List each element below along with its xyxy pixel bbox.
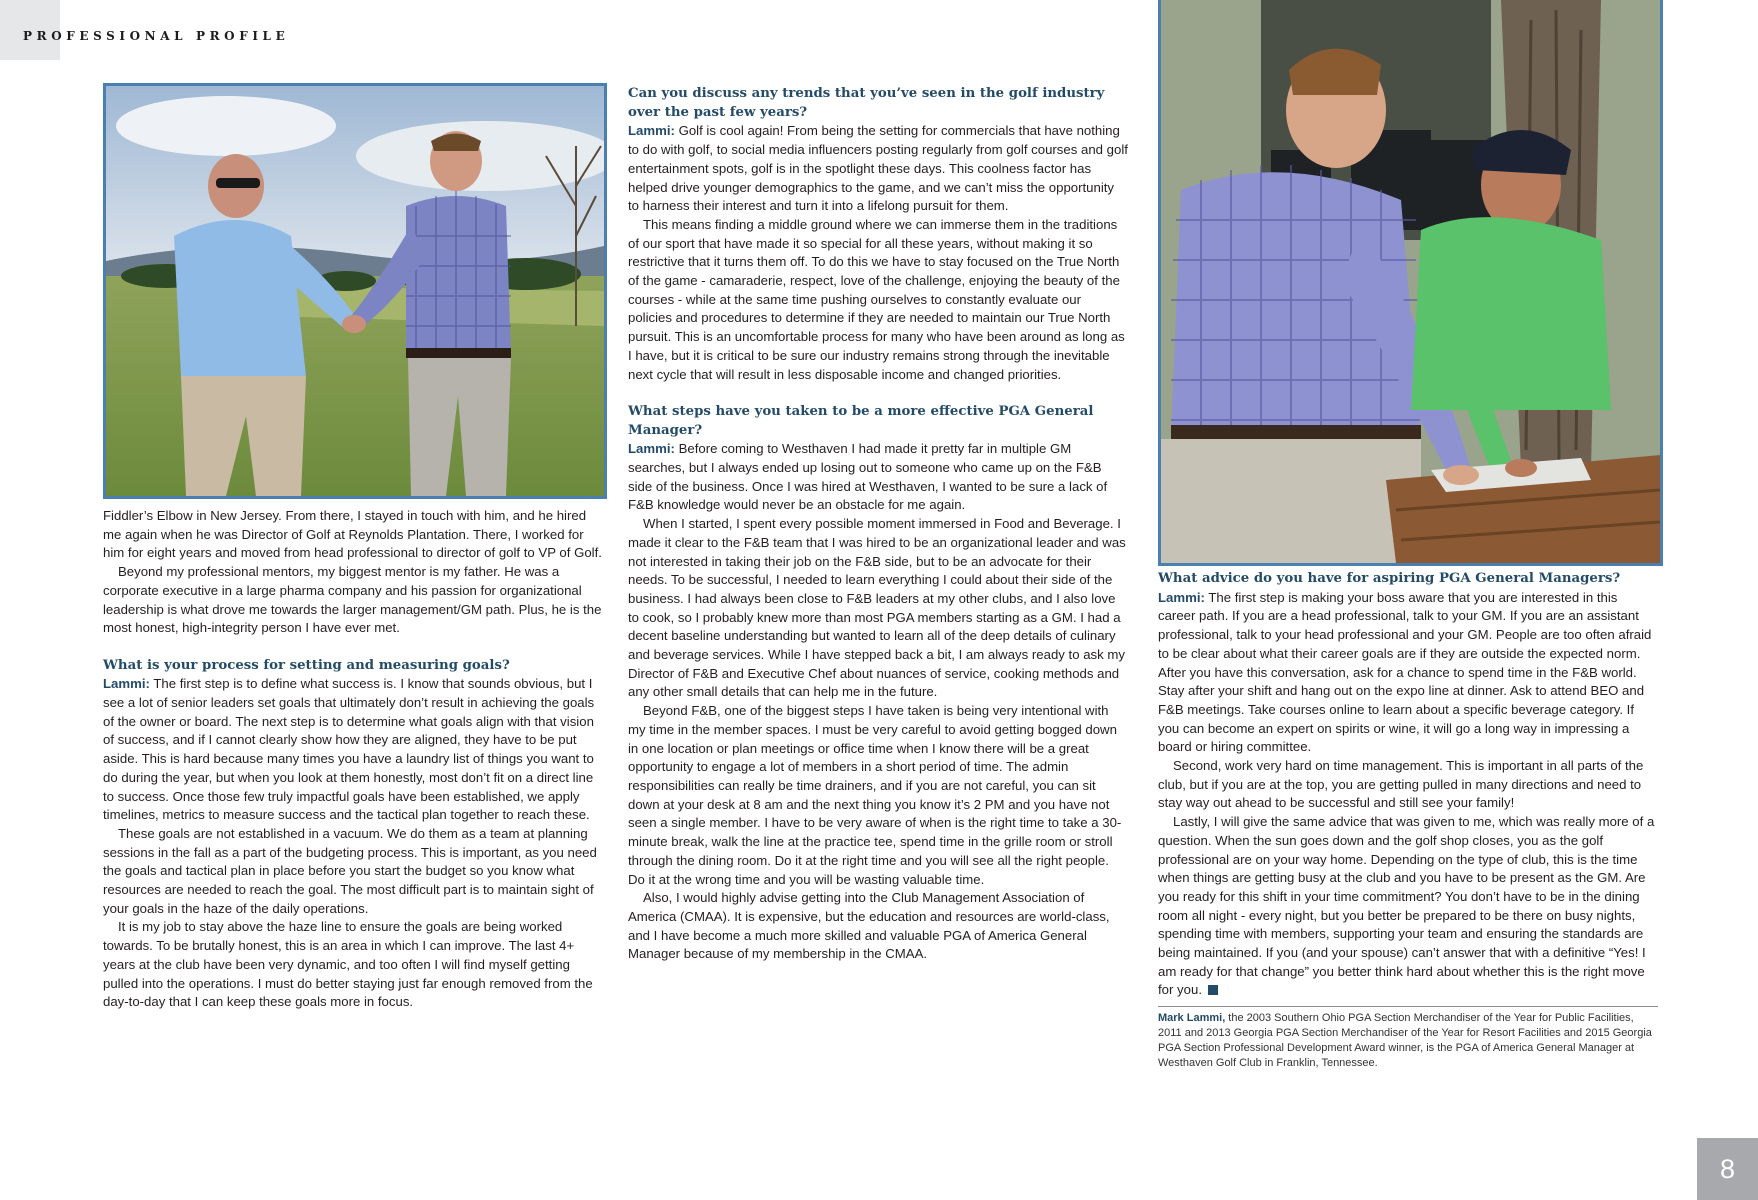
page-number: 8 (1697, 1138, 1758, 1200)
paragraph (1158, 813, 1658, 1000)
question-heading: What steps have you taken to be a more effective PGA General Manager? (628, 403, 1094, 438)
speaker-label: Lammi: (1158, 589, 1205, 605)
paragraph: Also, I would highly advise getting into the Club Management Association of America (CMAA). It is expensive, but the education and resources are world-class, and I have become a much more skilled and valuable PGA of America General Manager because of my membership in the CMAA. (628, 890, 1110, 962)
question-heading: Can you discuss any trends that you’ve seen in the golf industry over the past few years? (628, 86, 1105, 120)
paragraph: These goals are not established in a vacuum. We do them as a team at planning sessions in the fall as a part of the budgeting process. This is important, as you need the goals and tactical plan in place before you start the budget so you know what resources are needed to reach the goal. The most difficult part is to maintain sight of your goals in the haze of the daily operations. (103, 825, 597, 916)
bio-text: the 2003 Southern Ohio PGA Section Merchandiser of the Year for Public Facilities, 2011 and 2013 Georgia PGA Section Merchandiser of the Year for Resort Facilities and 2015 Georgia PGA Section Professional Development Award winner, is the PGA of America General Manager at Westhaven Golf Club in Franklin, Tennessee. (1158, 1012, 1652, 1070)
column-2 (628, 85, 1128, 964)
paragraph: Second, work very hard on time management. This is important in all parts of the club, but if you are at the top, you are getting pulled in many directions and need to stay way out ahead to be successful and still see your family! (1158, 758, 1644, 811)
answer-paragraph (628, 122, 1128, 216)
speaker-label: Lammi: (628, 441, 675, 457)
question-heading: What is your process for setting and measuring goals? (103, 657, 510, 673)
handshake-photo (103, 83, 607, 499)
clipboard-review-photo (1158, 0, 1663, 566)
answer-paragraph (1158, 589, 1658, 757)
answer-text: Before coming to Westhaven I had made it pretty far in multiple GM searches, but I always ended up losing out to someone who came up on the F&B side of the business. Once I was hired at Westhaven, I wanted to be sure a lack of F&B knowledge would never be an obstacle for me again. (628, 441, 1108, 513)
column-1 (103, 507, 603, 1012)
answer-text: The first step is making your boss aware that you are interested in this career path. If you are a head professional, talk to your GM. If you are an assistant professional, talk to your head professional and your GM. People are too often afraid to be clear about what their career goals are if they are outside the expected norm. After you have this conversation, ask for a chance to spend time in the F&B world. Stay after your shift and hang out on the expo line at dinner. Ask to attend BEO and F&B meetings. Take courses online to learn about a specific beverage category. If you can become an expert on spirits or wine, it will go a long way in impressing a board or hiring committee. (1158, 589, 1652, 755)
speaker-label: Lammi: (628, 123, 675, 139)
paragraph: Beyond my professional mentors, my biggest mentor is my father. He was a corporate executive in a large pharma company and his passion for organizational leadership is what drove me towards the larger management/GM path. Plus, he is the most honest, high-integrity person I have ever met. (103, 564, 602, 636)
paragraph: When I started, I spent every possible moment immersed in Food and Beverage. I made it clear to the F&B team that I was hired to be an organizational leader and was not interested in taking their job on the F&B side, but to be an advocate for their needs. To be successful, I needed to learn everything I could about their side of the business. I had always been close to F&B leaders at my other clubs, and I also love to cook, so I probably knew more than most PGA members starting as a GM. I had a decent baseline understanding but wanted to learn all of the deep details of culinary and beverage services. While I have stepped back a bit, I am always ready to ask my Director of F&B and Executive Chef about nuances of service, cooking methods and any other small details that can help me in the future. (628, 516, 1126, 700)
speaker-label: Lammi: (103, 676, 150, 692)
paragraph: This means finding a middle ground where we can immerse them in the traditions of our sport that have made it so special for all these years, without making it so restrictive that it turns them off. To do this we have to stay focused on the True North of the game - camaraderie, respect, love of the challenge, enjoying the beauty of the courses - while at the same time pushing ourselves to constantly evaluate our policies and procedures to determine if they are needed to maintain our True North pursuit. This is an uncomfortable process for many who have been around as long as I have, but it is critical to be sure our industry remains strong through the inevitable next cycle that will result in less disposable income and changed priorities. (628, 216, 1125, 382)
answer-text: The first step is to define what success is. I know that sounds obvious, but I see a lot of senior leaders set goals that ultimately don’t result in achieving the goals of the owner or board. The next step is to determine what goals align with that vision of success, and if I cannot clearly show how they are aligned, they have to be put aside. This is hard because many times you have a laundry list of things you want to do during the year, but when you look at them honestly, most don’t fit on a direct line to success. Once those few truly impactful goals have been established, we apply timelines, metrics to measure success and the tactical plan together to reach these. (103, 676, 595, 823)
paragraph: Fiddler’s Elbow in New Jersey. From there, I stayed in touch with him, and he hired me again when he was Director of Golf at Reynolds Plantation. There, I worked for him for eight years and moved from head professional to director of golf to VP of Golf. (103, 508, 602, 561)
answer-text: Golf is cool again! From being the setting for commercials that have nothing to do with golf, to social media influencers posting regularly from golf courses and golf entertainment spots, golf is in the spotlight these days. This coolness factor has helped drive younger demographics to the game, and we can’t miss the opportunity to harness their interest and turn it into a lifelong pursuit for them. (628, 123, 1128, 214)
end-mark-icon (1208, 985, 1218, 995)
paragraph: It is my job to stay above the haze line to ensure the goals are being worked towards. To be brutally honest, this is an area in which I can improve. The last 4+ years at the club have been very dynamic, and too often I will find myself getting pulled into the operations. I must do better staying just far enough removed from the day-to-day that I can keep these goals more in focus. (103, 919, 593, 1010)
section-label: PROFESSIONAL PROFILE (23, 29, 290, 43)
paragraph-text: Lastly, I will give the same advice that was given to me, which was really more of a question. When the sun goes down and the golf shop closes, you as the golf professional are on your way home. Depending on the type of club, this is the time when things are getting busy at the club and you have to be present as the GM. Are you ready for this shift in your time commitment? You don’t have to be in the dining room all night - every night, but you better be prepared to be there on busy nights, spending time with members, supporting your team and ensuring the standards are being maintained. If you (and your spouse) can’t answer that with a definitive “Yes! I am ready for that change” you better think hard about whether this is the right move for you. (1158, 814, 1655, 998)
paragraph: Beyond F&B, one of the biggest steps I have taken is being very intentional with my time in the member spaces. I must be very careful to avoid getting bogged down in one location or plan meetings or office time when I know there will be a great opportunity to engage a lot of members in a short period of time. The admin responsibilities can really be time drainers, and if you are not careful, you can sit down at your desk at 8 am and the next thing you know it’s 2 PM and you have not seen a single member. I have to be very aware of when is the right time to take a 30-minute break, walk the line at the practice tee, spend time in the grille room or stroll through the dining room. Do it at the right time and you will see all the right people. Do it at the wrong time and you will be wasting valuable time. (628, 703, 1122, 887)
column-3 (1158, 570, 1658, 1071)
answer-paragraph (628, 440, 1128, 515)
question-heading: What advice do you have for aspiring PGA General Managers? (1158, 571, 1621, 586)
bio-name: Mark Lammi, (1158, 1012, 1226, 1025)
answer-paragraph (103, 675, 603, 825)
author-bio (1158, 1006, 1658, 1071)
